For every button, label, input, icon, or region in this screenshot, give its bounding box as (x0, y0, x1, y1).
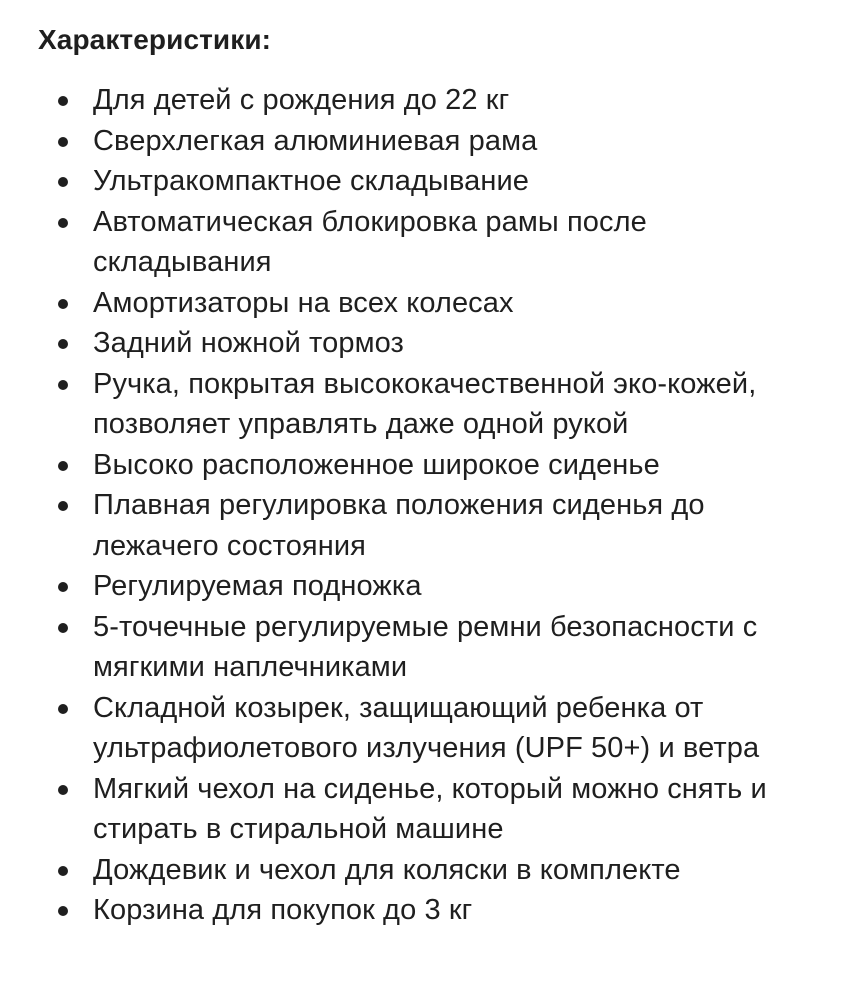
feature-item (0, 202, 847, 283)
bullet-icon (58, 785, 68, 795)
feature-text: Дождевик и чехол для коляски в комплекте (93, 853, 681, 886)
feature-item (0, 769, 847, 850)
feature-text: Корзина для покупок до 3 кг (93, 894, 473, 926)
feature-item (0, 323, 847, 364)
bullet-icon (58, 137, 68, 147)
feature-text: Амортизаторы на всех колесах (93, 286, 514, 319)
feature-text: 5-точечные регулируемые ремни безопасности с мягкими наплечниками (93, 610, 758, 683)
feature-item (0, 121, 847, 162)
feature-text: Ручка, покрытая высококачественной эко-кожей, позволяет управлять даже одной рукой (93, 367, 757, 440)
feature-item (0, 850, 847, 891)
feature-text: Складной козырек, защищающий ребенка от ультрафиолетового излучения (UPF 50+) и ветра (93, 691, 760, 764)
feature-item (0, 890, 847, 931)
bullet-icon (58, 704, 68, 714)
feature-text: Для детей с рождения до 22 кг (93, 84, 510, 116)
feature-text: Сверхлегкая алюминиевая рама (93, 124, 538, 157)
feature-item (0, 607, 847, 688)
features-list (0, 80, 847, 931)
feature-item (0, 80, 847, 121)
bullet-icon (58, 866, 68, 876)
feature-text: Плавная регулировка положения сиденья до лежачего состояния (93, 489, 705, 562)
feature-item (0, 485, 847, 566)
bullet-icon (58, 380, 68, 390)
feature-item (0, 688, 847, 769)
bullet-icon (58, 501, 68, 511)
feature-text: Автоматическая блокировка рамы после складывания (93, 205, 647, 278)
feature-item (0, 364, 847, 445)
feature-item (0, 161, 847, 202)
bullet-icon (58, 177, 68, 187)
feature-text: Регулируемая подножка (93, 570, 422, 602)
bullet-icon (58, 339, 68, 349)
bullet-icon (58, 461, 68, 471)
bullet-icon (58, 906, 68, 916)
feature-text: Мягкий чехол на сиденье, который можно снять и стирать в стиральной машине (93, 772, 767, 845)
feature-item (0, 566, 847, 607)
bullet-icon (58, 218, 68, 228)
feature-text: Высоко расположенное широкое сиденье (93, 448, 660, 481)
bullet-icon (58, 623, 68, 633)
bullet-icon (58, 582, 68, 592)
feature-item (0, 445, 847, 486)
features-heading: Характеристики: (38, 24, 272, 55)
feature-text: Ультракомпактное складывание (93, 165, 530, 197)
feature-text: Задний ножной тормоз (93, 327, 404, 359)
bullet-icon (58, 299, 68, 309)
feature-item (0, 283, 847, 324)
bullet-icon (58, 96, 68, 106)
